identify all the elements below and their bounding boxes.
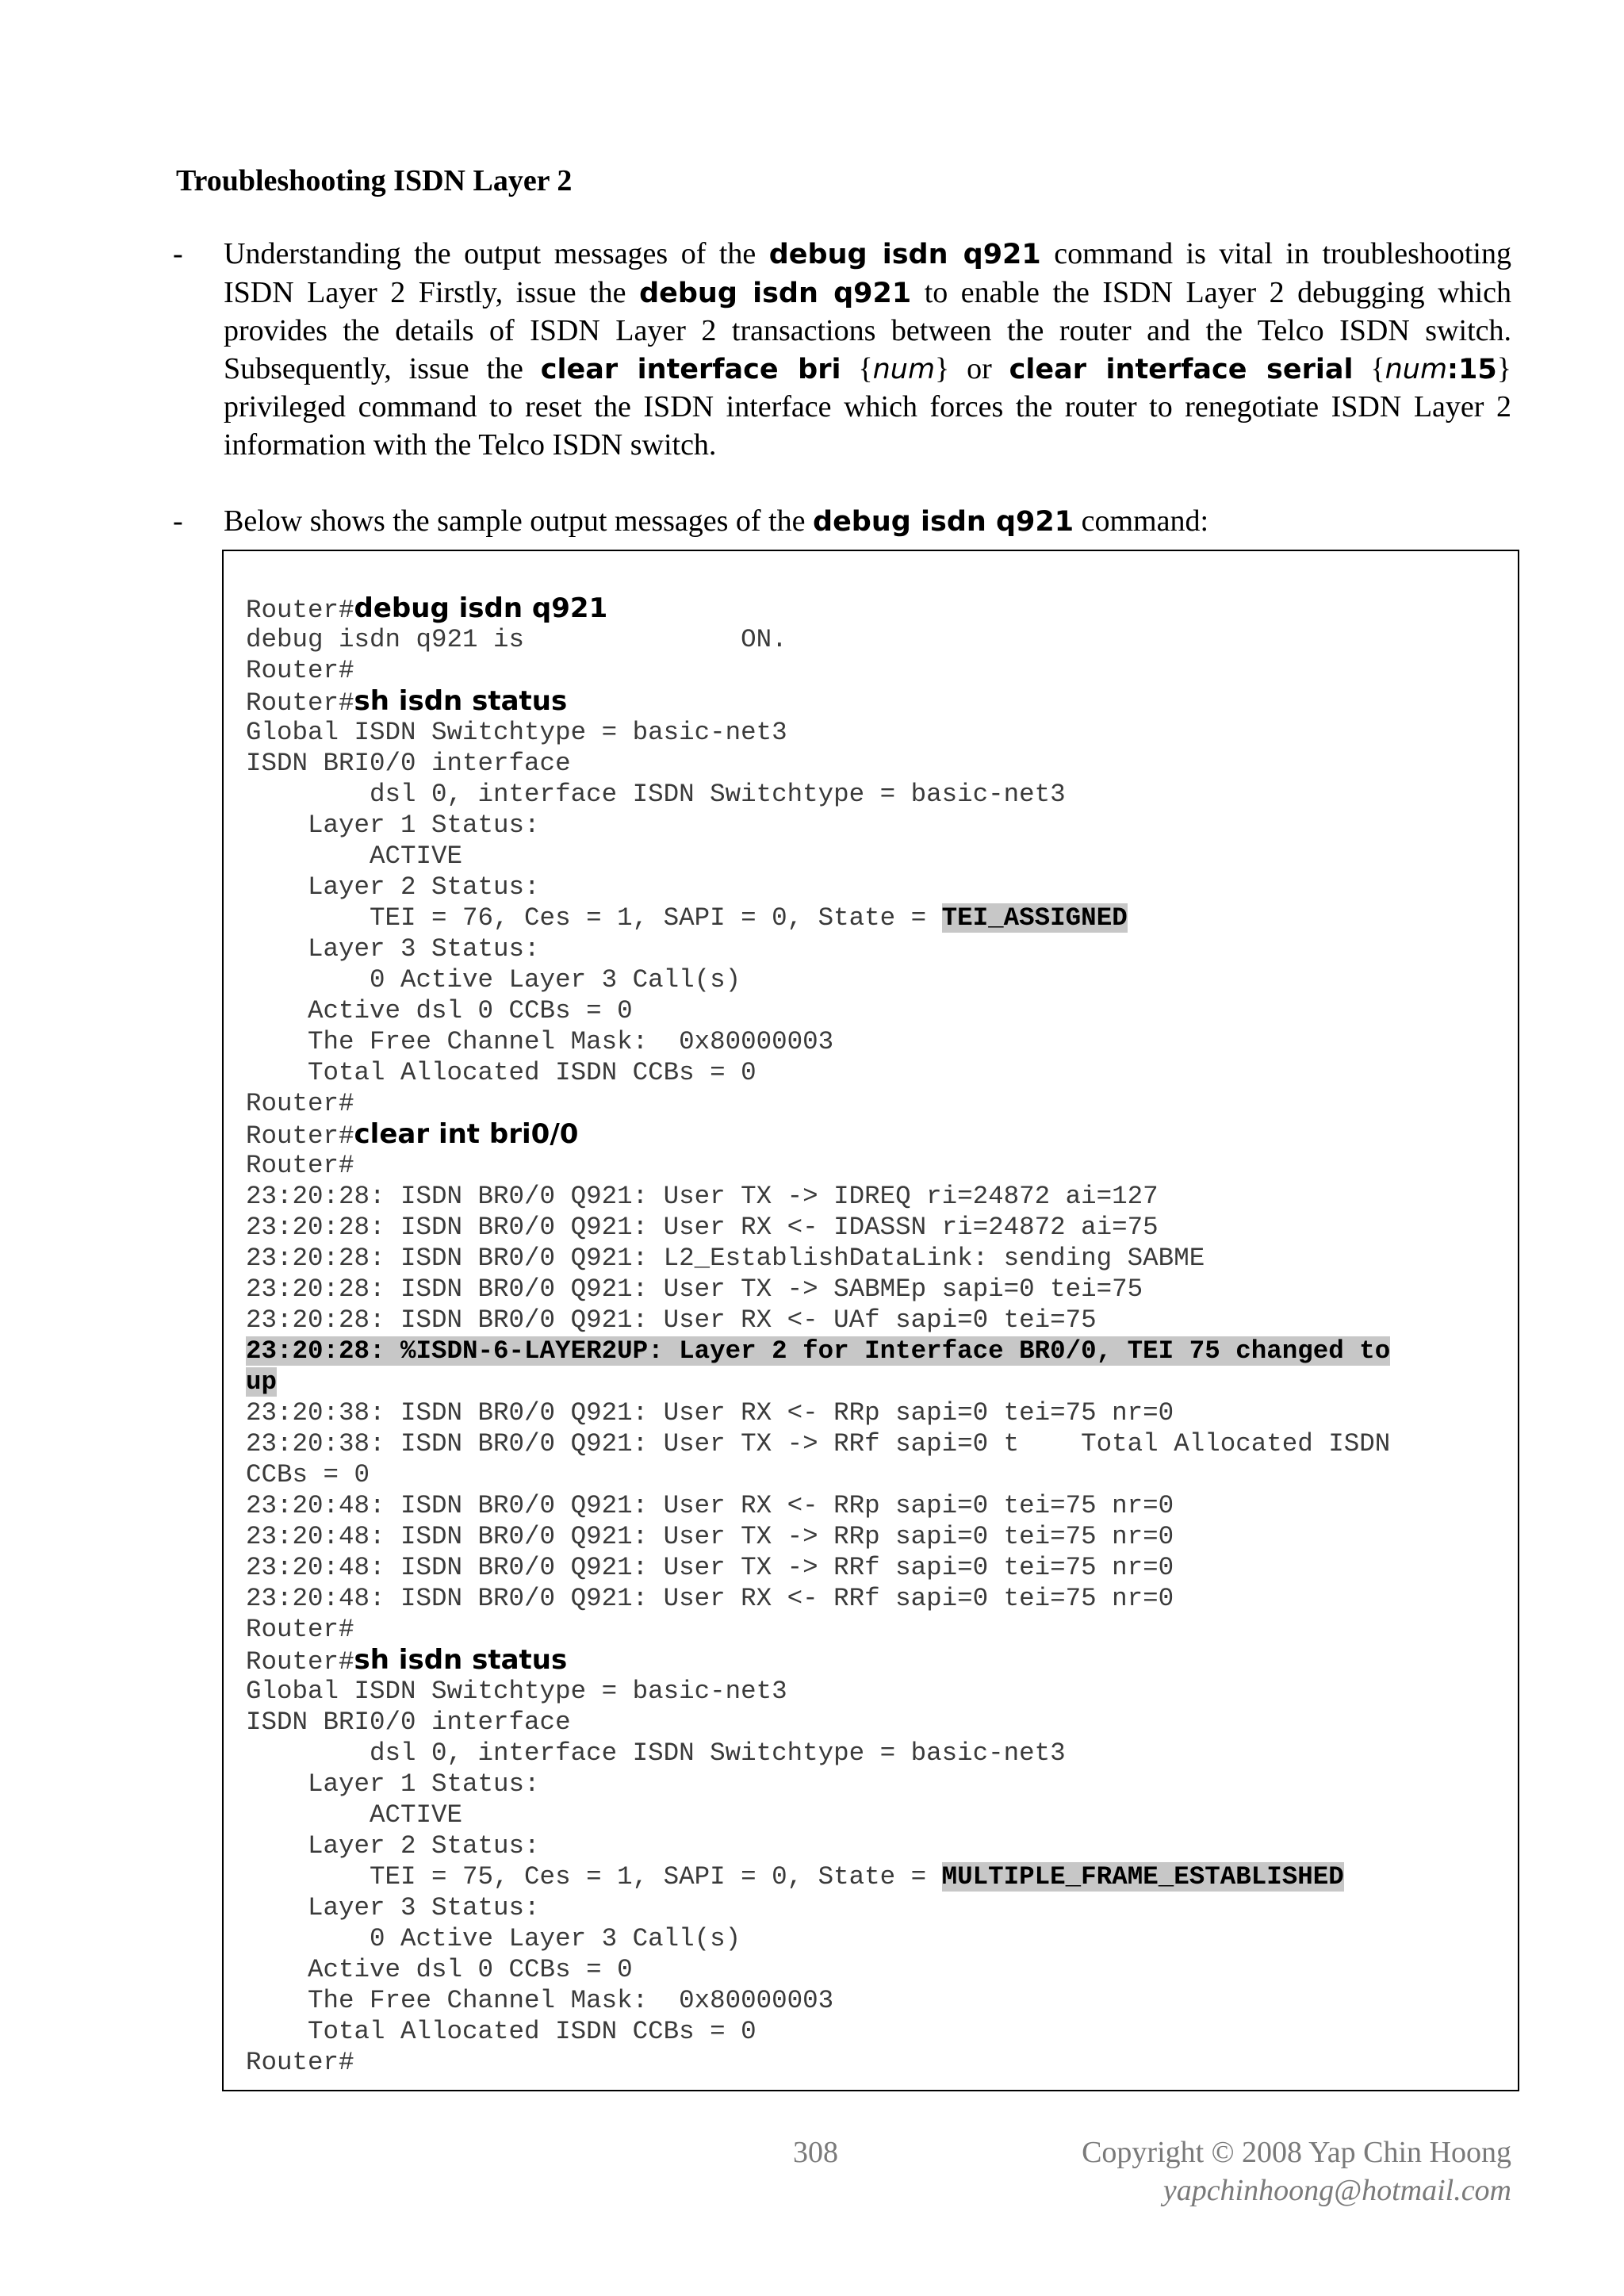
- bullet-dash: -: [173, 504, 183, 538]
- code-line: 23:20:28: ISDN BR0/0 Q921: L2_EstablishDataLink: sending SABME: [246, 1244, 1205, 1273]
- code-line: [246, 1645, 1507, 1676]
- code-line: 23:20:48: ISDN BR0/0 Q921: User TX -> RRp sapi=0 tei=75 nr=0: [246, 1522, 1174, 1551]
- code-text: TEI = 75, Ces = 1, SAPI = 0, State =: [246, 1862, 942, 1892]
- text: to enable the ISDN Layer 2 debugging which provides the details of ISDN Layer 2 transactions between the router and the Telco ISDN switch. Subsequently, issue the: [224, 275, 1511, 385]
- author-email: yapchinhoong@hotmail.com: [1162, 2174, 1511, 2207]
- code-line: 23:20:28: ISDN BR0/0 Q921: User TX -> SABMEp sapi=0 tei=75: [246, 1274, 1143, 1304]
- code-line: 23:20:28: ISDN BR0/0 Q921: User RX <- UAf sapi=0 tei=75: [246, 1305, 1097, 1335]
- typed-command: sh isdn status: [354, 1644, 568, 1676]
- argument-text: num: [872, 353, 936, 385]
- bullet-paragraph-1: [173, 236, 1511, 464]
- code-line: Active dsl 0 CCBs = 0: [246, 1955, 633, 1984]
- code-line: CCBs = 0: [246, 1460, 370, 1489]
- code-line: Layer 2 Status:: [246, 872, 540, 902]
- command-text: debug isdn q921: [768, 239, 1041, 270]
- highlighted-log-line: 23:20:28: %ISDN-6-LAYER2UP: Layer 2 for Interface BR0/0, TEI 75 changed to: [246, 1336, 1391, 1366]
- code-line: Layer 2 Status:: [246, 1831, 540, 1861]
- code-line: 23:20:28: ISDN BR0/0 Q921: User TX -> IDREQ ri=24872 ai=127: [246, 1182, 1159, 1211]
- highlighted-state: MULTIPLE_FRAME_ESTABLISHED: [941, 1862, 1344, 1892]
- code-line: Layer 1 Status:: [246, 811, 540, 840]
- code-line: [246, 1366, 1507, 1397]
- command-text: clear interface serial: [1009, 353, 1354, 385]
- command-text: :15: [1447, 353, 1497, 385]
- command-text: debug isdn q921: [639, 277, 912, 309]
- paragraph-body: [224, 503, 1511, 542]
- prompt: Router#: [246, 1647, 354, 1677]
- code-line: Layer 3 Status:: [246, 934, 540, 964]
- code-line: dsl 0, interface ISDN Switchtype = basic-net3: [246, 1738, 1066, 1768]
- code-line: Total Allocated ISDN CCBs = 0: [246, 1058, 756, 1087]
- command-text: debug isdn q921: [813, 506, 1074, 538]
- highlighted-log-line: up: [246, 1367, 278, 1397]
- code-output-box: [222, 550, 1519, 2091]
- code-line: Router#: [246, 1089, 354, 1118]
- text: command is vital in troubleshooting ISDN Layer 2 Firstly, issue the: [224, 237, 1511, 309]
- code-line: Active dsl 0 CCBs = 0: [246, 996, 633, 1025]
- code-line: Global ISDN Switchtype = basic-net3: [246, 1677, 787, 1706]
- command-text: clear interface bri: [540, 353, 841, 385]
- code-listing: [246, 562, 1507, 2140]
- text: command:: [1074, 504, 1209, 538]
- text: } privileged command to reset the ISDN interface which forces the router to renegotiate ISDN Layer 2 information with the Telco ISDN switch.: [224, 351, 1511, 462]
- code-line: 23:20:38: ISDN BR0/0 Q921: User RX <- RRp sapi=0 tei=75 nr=0: [246, 1398, 1174, 1428]
- code-line: Router#: [246, 656, 354, 685]
- code-line: 23:20:48: ISDN BR0/0 Q921: User TX -> RRf sapi=0 tei=75 nr=0: [246, 1553, 1174, 1582]
- code-line: ACTIVE: [246, 1800, 463, 1830]
- code-line: Router#: [246, 2048, 354, 2077]
- typed-command: debug isdn q921: [354, 592, 608, 624]
- code-line: 0 Active Layer 3 Call(s): [246, 1924, 741, 1953]
- code-line: ACTIVE: [246, 841, 463, 871]
- argument-text: num: [1385, 353, 1448, 385]
- code-line: [246, 1861, 1507, 1892]
- code-line: 23:20:48: ISDN BR0/0 Q921: User RX <- RRf sapi=0 tei=75 nr=0: [246, 1584, 1174, 1613]
- page-number: 308: [793, 2136, 838, 2169]
- prompt: Router#: [246, 688, 354, 718]
- code-line: dsl 0, interface ISDN Switchtype = basic-net3: [246, 780, 1066, 809]
- code-line: debug isdn q921 is ON.: [246, 625, 787, 654]
- text: {: [1353, 351, 1385, 385]
- highlighted-state: TEI_ASSIGNED: [941, 903, 1128, 933]
- text: } or: [935, 351, 1009, 385]
- code-line: Layer 1 Status:: [246, 1769, 540, 1799]
- paragraph-body: [224, 236, 1511, 464]
- code-line: [246, 1336, 1507, 1366]
- code-line: The Free Channel Mask: 0x80000003: [246, 1027, 834, 1056]
- bullet-dash: -: [173, 237, 183, 270]
- text: {: [841, 351, 873, 385]
- code-line: 0 Active Layer 3 Call(s): [246, 965, 741, 995]
- prompt: Router#: [246, 596, 354, 625]
- code-line: Total Allocated ISDN CCBs = 0: [246, 2017, 756, 2046]
- code-line: [246, 593, 1507, 624]
- code-line: [246, 1119, 1507, 1150]
- text: Understanding the output messages of the: [224, 237, 769, 270]
- section-heading: Troubleshooting ISDN Layer 2: [176, 164, 573, 197]
- code-line: ISDN BRI0/0 interface: [246, 1708, 571, 1737]
- bullet-paragraph-2: [173, 503, 1511, 542]
- code-line: Layer 3 Status:: [246, 1893, 540, 1922]
- code-line: [246, 686, 1507, 717]
- code-line: Router#: [246, 1151, 354, 1180]
- code-line: 23:20:28: ISDN BR0/0 Q921: User RX <- IDASSN ri=24872 ai=75: [246, 1213, 1159, 1242]
- code-line: Router#: [246, 1615, 354, 1644]
- code-text: TEI = 76, Ces = 1, SAPI = 0, State =: [246, 903, 942, 933]
- code-line: 23:20:48: ISDN BR0/0 Q921: User RX <- RRp sapi=0 tei=75 nr=0: [246, 1491, 1174, 1520]
- copyright-notice: Copyright © 2008 Yap Chin Hoong: [1082, 2136, 1511, 2169]
- code-line: Global ISDN Switchtype = basic-net3: [246, 718, 787, 747]
- code-line: ISDN BRI0/0 interface: [246, 749, 571, 778]
- typed-command: sh isdn status: [354, 685, 568, 717]
- prompt: Router#: [246, 1121, 354, 1151]
- code-line: The Free Channel Mask: 0x80000003: [246, 1986, 834, 2015]
- typed-command: clear int bri0/0: [354, 1118, 579, 1150]
- text: Below shows the sample output messages of the: [224, 504, 814, 538]
- code-line: 23:20:38: ISDN BR0/0 Q921: User TX -> RRf sapi=0 t Total Allocated ISDN: [246, 1429, 1391, 1458]
- code-line: [246, 903, 1507, 933]
